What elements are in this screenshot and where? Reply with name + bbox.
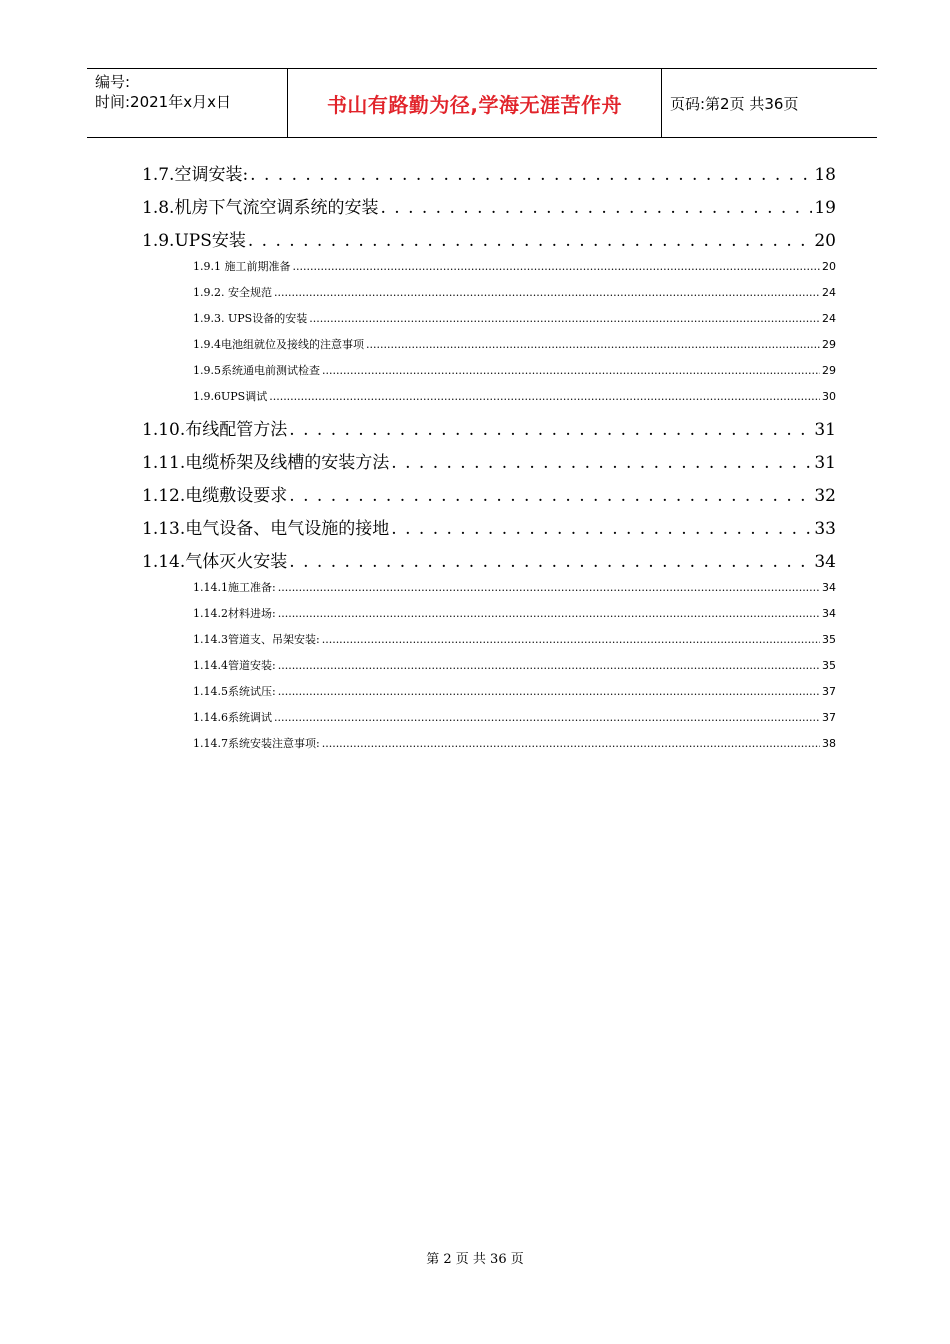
toc-entry[interactable] (142, 226, 836, 251)
toc-entry-page: 20 (822, 260, 836, 273)
toc-entry[interactable] (193, 310, 836, 326)
header-page-info: 页码:第2页 共36页 (670, 94, 799, 113)
toc-leader-dots (366, 338, 820, 351)
toc-leader-dots (289, 552, 812, 572)
toc-entry-page: 31 (814, 453, 836, 473)
toc-leader-dots (391, 453, 812, 473)
toc-entry[interactable] (193, 605, 836, 621)
toc-entry-title: 1.9.1 施工前期准备 (193, 260, 291, 273)
toc-entry[interactable] (142, 547, 836, 572)
toc-entry[interactable] (193, 735, 836, 751)
toc-leader-dots (278, 581, 820, 594)
toc-entry[interactable] (193, 258, 836, 274)
toc-leader-dots (269, 390, 820, 403)
toc-entry-title: 1.12.电缆敷设要求 (142, 486, 288, 506)
toc-entry-page: 19 (814, 198, 836, 218)
toc-leader-dots (322, 633, 820, 646)
toc-entry[interactable] (193, 362, 836, 378)
header-page-cell (662, 69, 877, 137)
toc-entry-title: 1.13.电气设备、电气设施的接地 (142, 519, 390, 539)
toc-entry-title: 1.9.UPS安装 (142, 231, 246, 251)
toc-entry[interactable] (193, 631, 836, 647)
toc-entry[interactable] (193, 683, 836, 699)
toc-entry-page: 34 (822, 607, 836, 620)
toc-entry-page: 38 (822, 737, 836, 750)
toc-entry-page: 18 (814, 165, 836, 185)
toc-leader-dots (250, 165, 812, 185)
toc-entry[interactable] (142, 415, 836, 440)
toc-entry-page: 29 (822, 364, 836, 377)
toc-entry[interactable] (142, 448, 836, 473)
toc-entry[interactable] (193, 657, 836, 673)
toc-leader-dots (248, 231, 813, 251)
toc-entry-title: 1.11.电缆桥架及线槽的安装方法 (142, 453, 390, 473)
toc-entry-page: 37 (822, 711, 836, 724)
toc-entry-title: 1.8.机房下气流空调系统的安装 (142, 198, 379, 218)
toc-leader-dots (380, 198, 812, 218)
toc-entry[interactable] (193, 709, 836, 725)
toc-entry-title: 1.9.4电池组就位及接线的注意事项 (193, 338, 364, 351)
toc-entry-title: 1.14.5系统试压: (193, 685, 276, 698)
toc-entry[interactable] (142, 514, 836, 539)
toc-entry-title: 1.9.6UPS调试 (193, 390, 268, 403)
toc-entry-title: 1.9.3. UPS设备的安装 (193, 312, 308, 325)
page-footer: 第 2 页 共 36 页 (426, 1252, 524, 1267)
toc-entry[interactable] (193, 388, 836, 404)
toc-entry-page: 34 (822, 581, 836, 594)
toc-entry-page: 20 (814, 231, 836, 251)
toc-entry-title: 1.14.6系统调试 (193, 711, 272, 724)
document-time-label: 时间:2021年x月x日 (95, 93, 231, 111)
document-number-label: 编号: (95, 73, 131, 91)
toc-entry-page: 33 (814, 519, 836, 539)
toc-leader-dots (293, 260, 821, 273)
toc-entry-page: 29 (822, 338, 836, 351)
toc-entry[interactable] (142, 160, 836, 185)
toc-leader-dots (322, 737, 820, 750)
toc-leader-dots (309, 312, 820, 325)
toc-entry-page: 31 (814, 420, 836, 440)
toc-entry-title: 1.14.气体灭火安装 (142, 552, 288, 572)
toc-entry-title: 1.9.2. 安全规范 (193, 286, 272, 299)
toc-entry-page: 32 (814, 486, 836, 506)
toc-leader-dots (289, 420, 812, 440)
toc-entry-title: 1.14.2材料进场: (193, 607, 276, 620)
toc-entry[interactable] (142, 193, 836, 218)
toc-entry-page: 24 (822, 286, 836, 299)
toc-entry-title: 1.14.4管道安装: (193, 659, 276, 672)
toc-entry-title: 1.14.1施工准备: (193, 581, 276, 594)
toc-leader-dots (278, 607, 820, 620)
toc-entry[interactable] (193, 336, 836, 352)
header-motto-cell (288, 69, 662, 137)
toc-entry[interactable] (193, 579, 836, 595)
header-motto: 书山有路勤为径,学海无涯苦作舟 (326, 92, 623, 117)
toc-entry-page: 30 (822, 390, 836, 403)
toc-leader-dots (274, 286, 820, 299)
toc-entry-title: 1.7.空调安装: (142, 165, 249, 185)
toc-entry-title: 1.14.3管道支、吊架安装: (193, 633, 320, 646)
header-meta-cell (87, 69, 288, 137)
toc-leader-dots (289, 486, 812, 506)
toc-entry-title: 1.14.7系统安装注意事项: (193, 737, 320, 750)
toc-entry-page: 24 (822, 312, 836, 325)
toc-leader-dots (278, 685, 820, 698)
toc-entry-title: 1.10.布线配管方法 (142, 420, 288, 440)
toc-entry-page: 35 (822, 659, 836, 672)
toc-entry-page: 37 (822, 685, 836, 698)
toc-leader-dots (322, 364, 820, 377)
toc-entry[interactable] (193, 284, 836, 300)
document-header (87, 68, 877, 138)
toc-entry-page: 34 (814, 552, 836, 572)
toc-entry-page: 35 (822, 633, 836, 646)
toc-entry[interactable] (142, 481, 836, 506)
toc-leader-dots (278, 659, 820, 672)
toc-leader-dots (274, 711, 820, 724)
toc-entry-title: 1.9.5系统通电前测试检查 (193, 364, 320, 377)
toc-leader-dots (391, 519, 812, 539)
